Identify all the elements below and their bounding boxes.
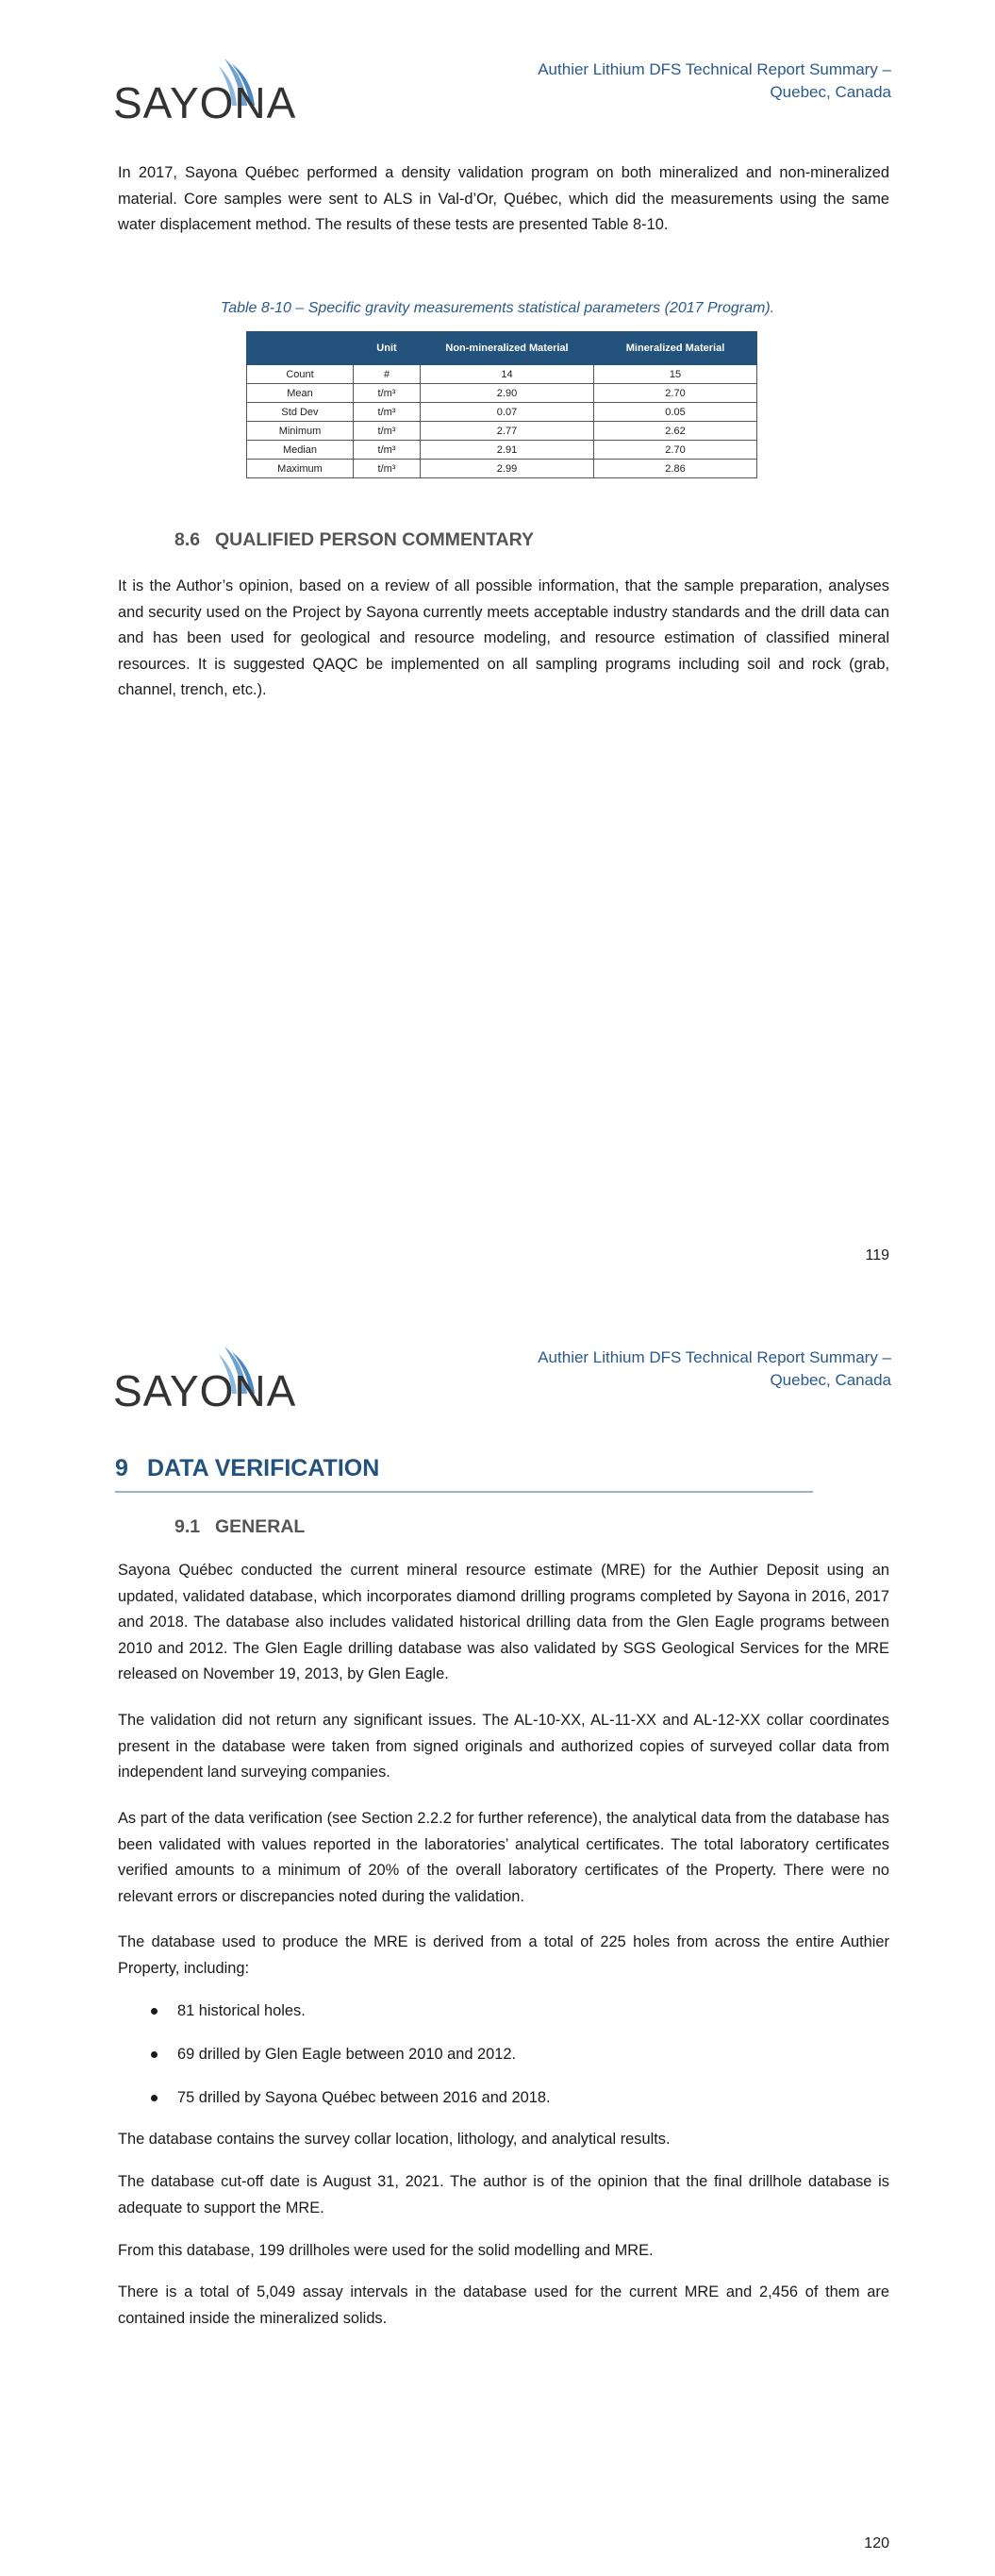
table-row [247,441,757,460]
general-paragraph-7: From this database, 199 drillholes were used for the solid modelling and MRE. [118,2242,654,2259]
list-item-text: 75 drilled by Sayona Québec between 2016 and 2018. [177,2089,551,2106]
general-paragraph-6: The database cut-off date is August 31, 2021. The author is of the opinion that the final drillhole database is adequate to support the MRE. [118,2173,889,2216]
section-number: 8.6 [174,529,201,550]
table-row [247,422,757,441]
general-paragraph-1: Sayona Québec conducted the current mineral resource estimate (MRE) for the Authier Deposit using an updated, validated database, which incorporates diamond drilling programs completed by Sayona in 2016, 2017 and 2018. The database also includes validated historical drilling data from the Glen Eagle programs between 2010 and 2012. The Glen Eagle drilling database was also validated by SGS Geological Services for the MRE released on November 19, 2013, by Glen Eagle. [118,1562,889,1682]
general-paragraph-2: The validation did not return any significant issues. The AL-10-XX, AL-11-XX and AL-12-XX collar coordinates present in the database were taken from signed originals and authorized copies of surveyed collar data from independent land surveying companies. [118,1712,889,1781]
specific-gravity-table [246,331,757,478]
sayona-logo [113,1345,297,1415]
section-title: GENERAL [215,1516,306,1537]
row-mineralized: 15 [594,365,757,384]
report-header [495,1347,891,1392]
row-unit: t/m³ [354,422,421,441]
sayona-logo [113,57,297,127]
table-caption: Table 8-10 – Specific gravity measurements statistical parameters (2017 Program). [220,300,775,316]
chapter-heading-9 [115,1455,379,1482]
list-item-text: 81 historical holes. [177,2002,306,2019]
section-heading-9-1 [174,1516,305,1538]
row-unit: t/m³ [354,441,421,460]
chapter-number: 9 [115,1455,128,1481]
row-label: Mean [247,384,354,403]
section-heading-8-6 [174,529,534,551]
general-paragraph-4: The database used to produce the MRE is derived from a total of 225 holes from across the entire Authier Property, including: [118,1933,889,1977]
page-number: 120 [864,2535,889,2551]
row-non-mineralized: 2.77 [421,422,594,441]
row-mineralized: 0.05 [594,403,757,422]
row-unit: # [354,365,421,384]
general-paragraph-5: The database contains the survey collar location, lithology, and analytical results. [118,2131,671,2148]
row-label: Count [247,365,354,384]
row-mineralized: 2.70 [594,384,757,403]
row-label: Maximum [247,460,354,478]
report-header [495,59,891,104]
bullet-icon [151,2008,158,2015]
general-paragraph-8: There is a total of 5,049 assay intervals in the database used for the current MRE and 2,456 of them are contained inside the mineralized solids. [118,2283,889,2327]
row-unit: t/m³ [354,403,421,422]
section-number: 9.1 [174,1516,201,1537]
row-non-mineralized: 14 [421,365,594,384]
intro-paragraph: In 2017, Sayona Québec performed a density validation program on both mineralized and non-mineralized material. Core samples were sent to ALS in Val-d’Or, Québec, which did the measurements using the same water displacement method. The results of these tests are presented Table 8-10. [118,164,889,233]
header-cell-unit: Unit [354,332,421,365]
table-header-row [247,332,757,365]
row-non-mineralized: 0.07 [421,403,594,422]
header-line-1: Authier Lithium DFS Technical Report Summary – [538,1348,891,1366]
row-non-mineralized: 2.91 [421,441,594,460]
bullet-icon [151,2095,158,2101]
row-mineralized: 2.86 [594,460,757,478]
table-row [247,365,757,384]
page-number: 119 [865,1247,889,1263]
row-unit: t/m³ [354,384,421,403]
row-non-mineralized: 2.99 [421,460,594,478]
logo-text: SAYONA [113,78,297,127]
section-title: QUALIFIED PERSON COMMENTARY [215,529,535,550]
header-cell-blank [247,332,354,365]
table-row [247,460,757,478]
row-label: Minimum [247,422,354,441]
header-line-2: Quebec, Canada [770,1371,891,1389]
header-cell-non-mineralized: Non-mineralized Material [421,332,594,365]
row-label: Std Dev [247,403,354,422]
row-non-mineralized: 2.90 [421,384,594,403]
chapter-title: DATA VERIFICATION [147,1455,380,1481]
list-item-text: 69 drilled by Glen Eagle between 2010 and 2012. [177,2046,517,2063]
header-line-2: Quebec, Canada [770,83,891,101]
bullet-icon [151,2051,158,2058]
chapter-divider [115,1491,813,1493]
general-paragraph-3: As part of the data verification (see Section 2.2.2 for further reference), the analytical data from the database has been validated with values reported in the laboratories’ analytical certificates. The total laboratory certificates verified amounts to a minimum of 20% of the overall laboratory certificates of the Property. There were no relevant errors or discrepancies noted during the validation. [118,1810,889,1905]
row-label: Median [247,441,354,460]
row-mineralized: 2.62 [594,422,757,441]
header-line-1: Authier Lithium DFS Technical Report Summary – [538,60,891,78]
header-cell-mineralized: Mineralized Material [594,332,757,365]
commentary-paragraph: It is the Author’s opinion, based on a review of all possible information, that the sample preparation, analyses and security used on the Project by Sayona currently meets acceptable industry standards and the drill data can and has been used for geological and resource modeling, and resource estimation of classified mineral resources. It is suggested QAQC be implemented on all sampling programs including soil and rock (grab, channel, trench, etc.). [118,577,889,698]
table-row [247,384,757,403]
row-unit: t/m³ [354,460,421,478]
table-row [247,403,757,422]
row-mineralized: 2.70 [594,441,757,460]
logo-text: SAYONA [113,1366,297,1415]
